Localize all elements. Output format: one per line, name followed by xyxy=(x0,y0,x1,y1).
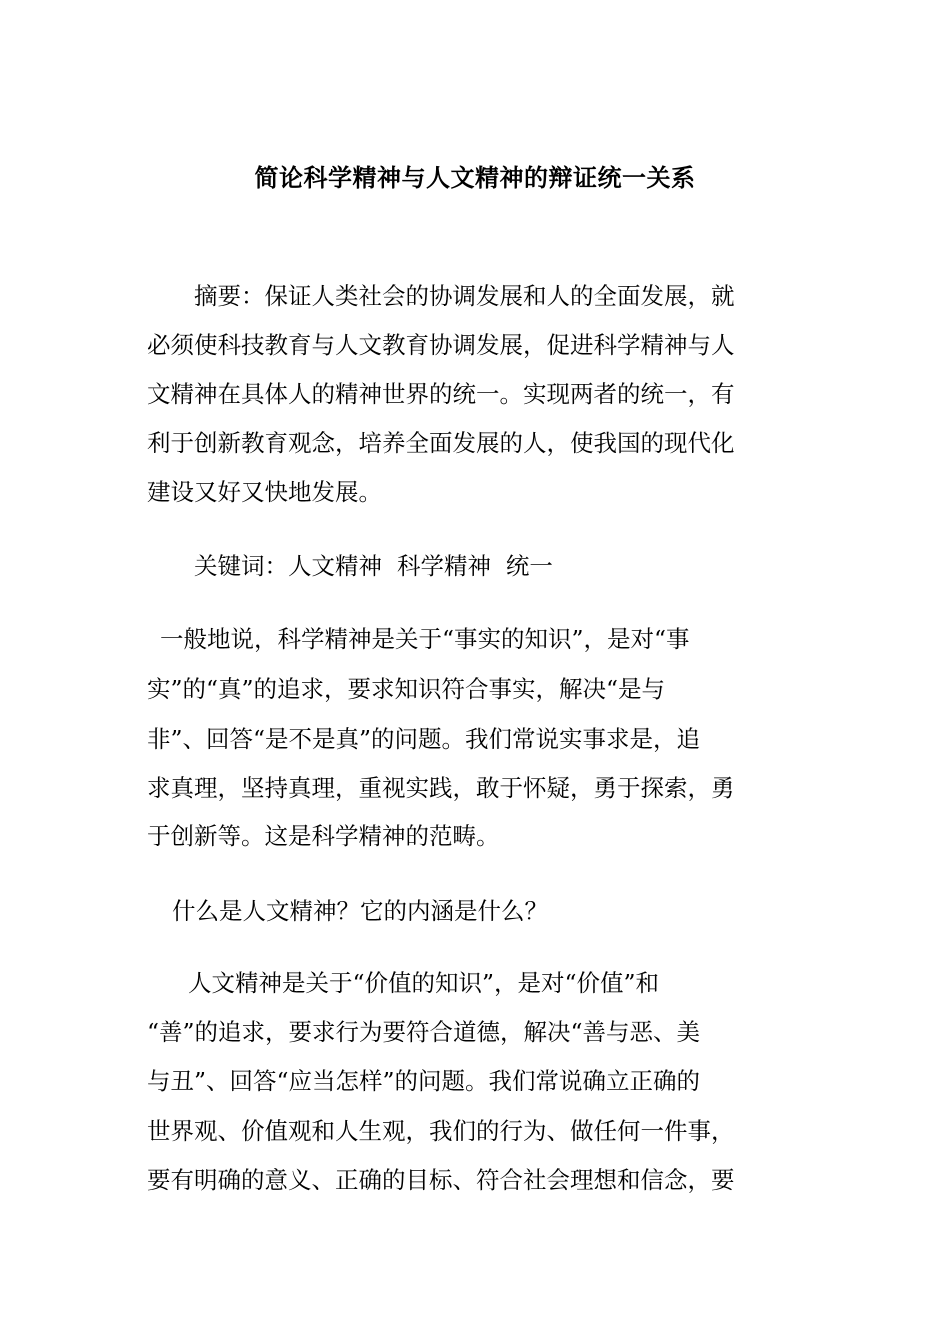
abstract-line-2: 必须使科技教育与人文教育协调发展，促进科学精神与人 xyxy=(147,331,735,359)
paragraph2-line-2: “善”的追求，要求行为要符合道德，解决“善与恶、美 xyxy=(147,1018,701,1046)
abstract-line-5: 建设又好又快地发展。 xyxy=(147,478,382,506)
paragraph1-line-5: 于创新等。这是科学精神的范畴。 xyxy=(147,822,500,850)
paragraph1-line-3: 非”、回答“是不是真”的问题。我们常说实事求是，追 xyxy=(147,725,701,753)
keywords-line: 关键词：人文精神 科学精神 统一 xyxy=(194,552,553,580)
document-title: 简论科学精神与人文精神的辩证统一关系 xyxy=(254,163,696,192)
paragraph2-line-1: 人文精神是关于“价值的知识”，是对“价值”和 xyxy=(188,969,660,997)
paragraph1-line-4: 求真理，坚持真理，重视实践，敢于怀疑，勇于探索，勇 xyxy=(147,774,735,802)
abstract-line-1: 摘要：保证人类社会的协调发展和人的全面发展，就 xyxy=(194,282,735,310)
paragraph1-line-1: 一般地说，科学精神是关于“事实的知识”，是对“事 xyxy=(160,625,690,653)
paragraph1-line-2: 实”的“真”的追求，要求知识符合事实，解决“是与 xyxy=(147,675,666,703)
abstract-line-4: 利于创新教育观念，培养全面发展的人，使我国的现代化 xyxy=(147,429,735,457)
question-line: 什么是人文精神？它的内涵是什么？ xyxy=(172,897,548,925)
abstract-line-3: 文精神在具体人的精神世界的统一。实现两者的统一，有 xyxy=(147,380,735,408)
paragraph2-line-4: 世界观、价值观和人生观，我们的行为、做任何一件事， xyxy=(147,1117,735,1145)
paragraph2-line-3: 与丑”、回答“应当怎样”的问题。我们常说确立正确的 xyxy=(147,1067,701,1095)
paragraph2-line-5: 要有明确的意义、正确的目标、符合社会理想和信念，要 xyxy=(147,1166,735,1194)
